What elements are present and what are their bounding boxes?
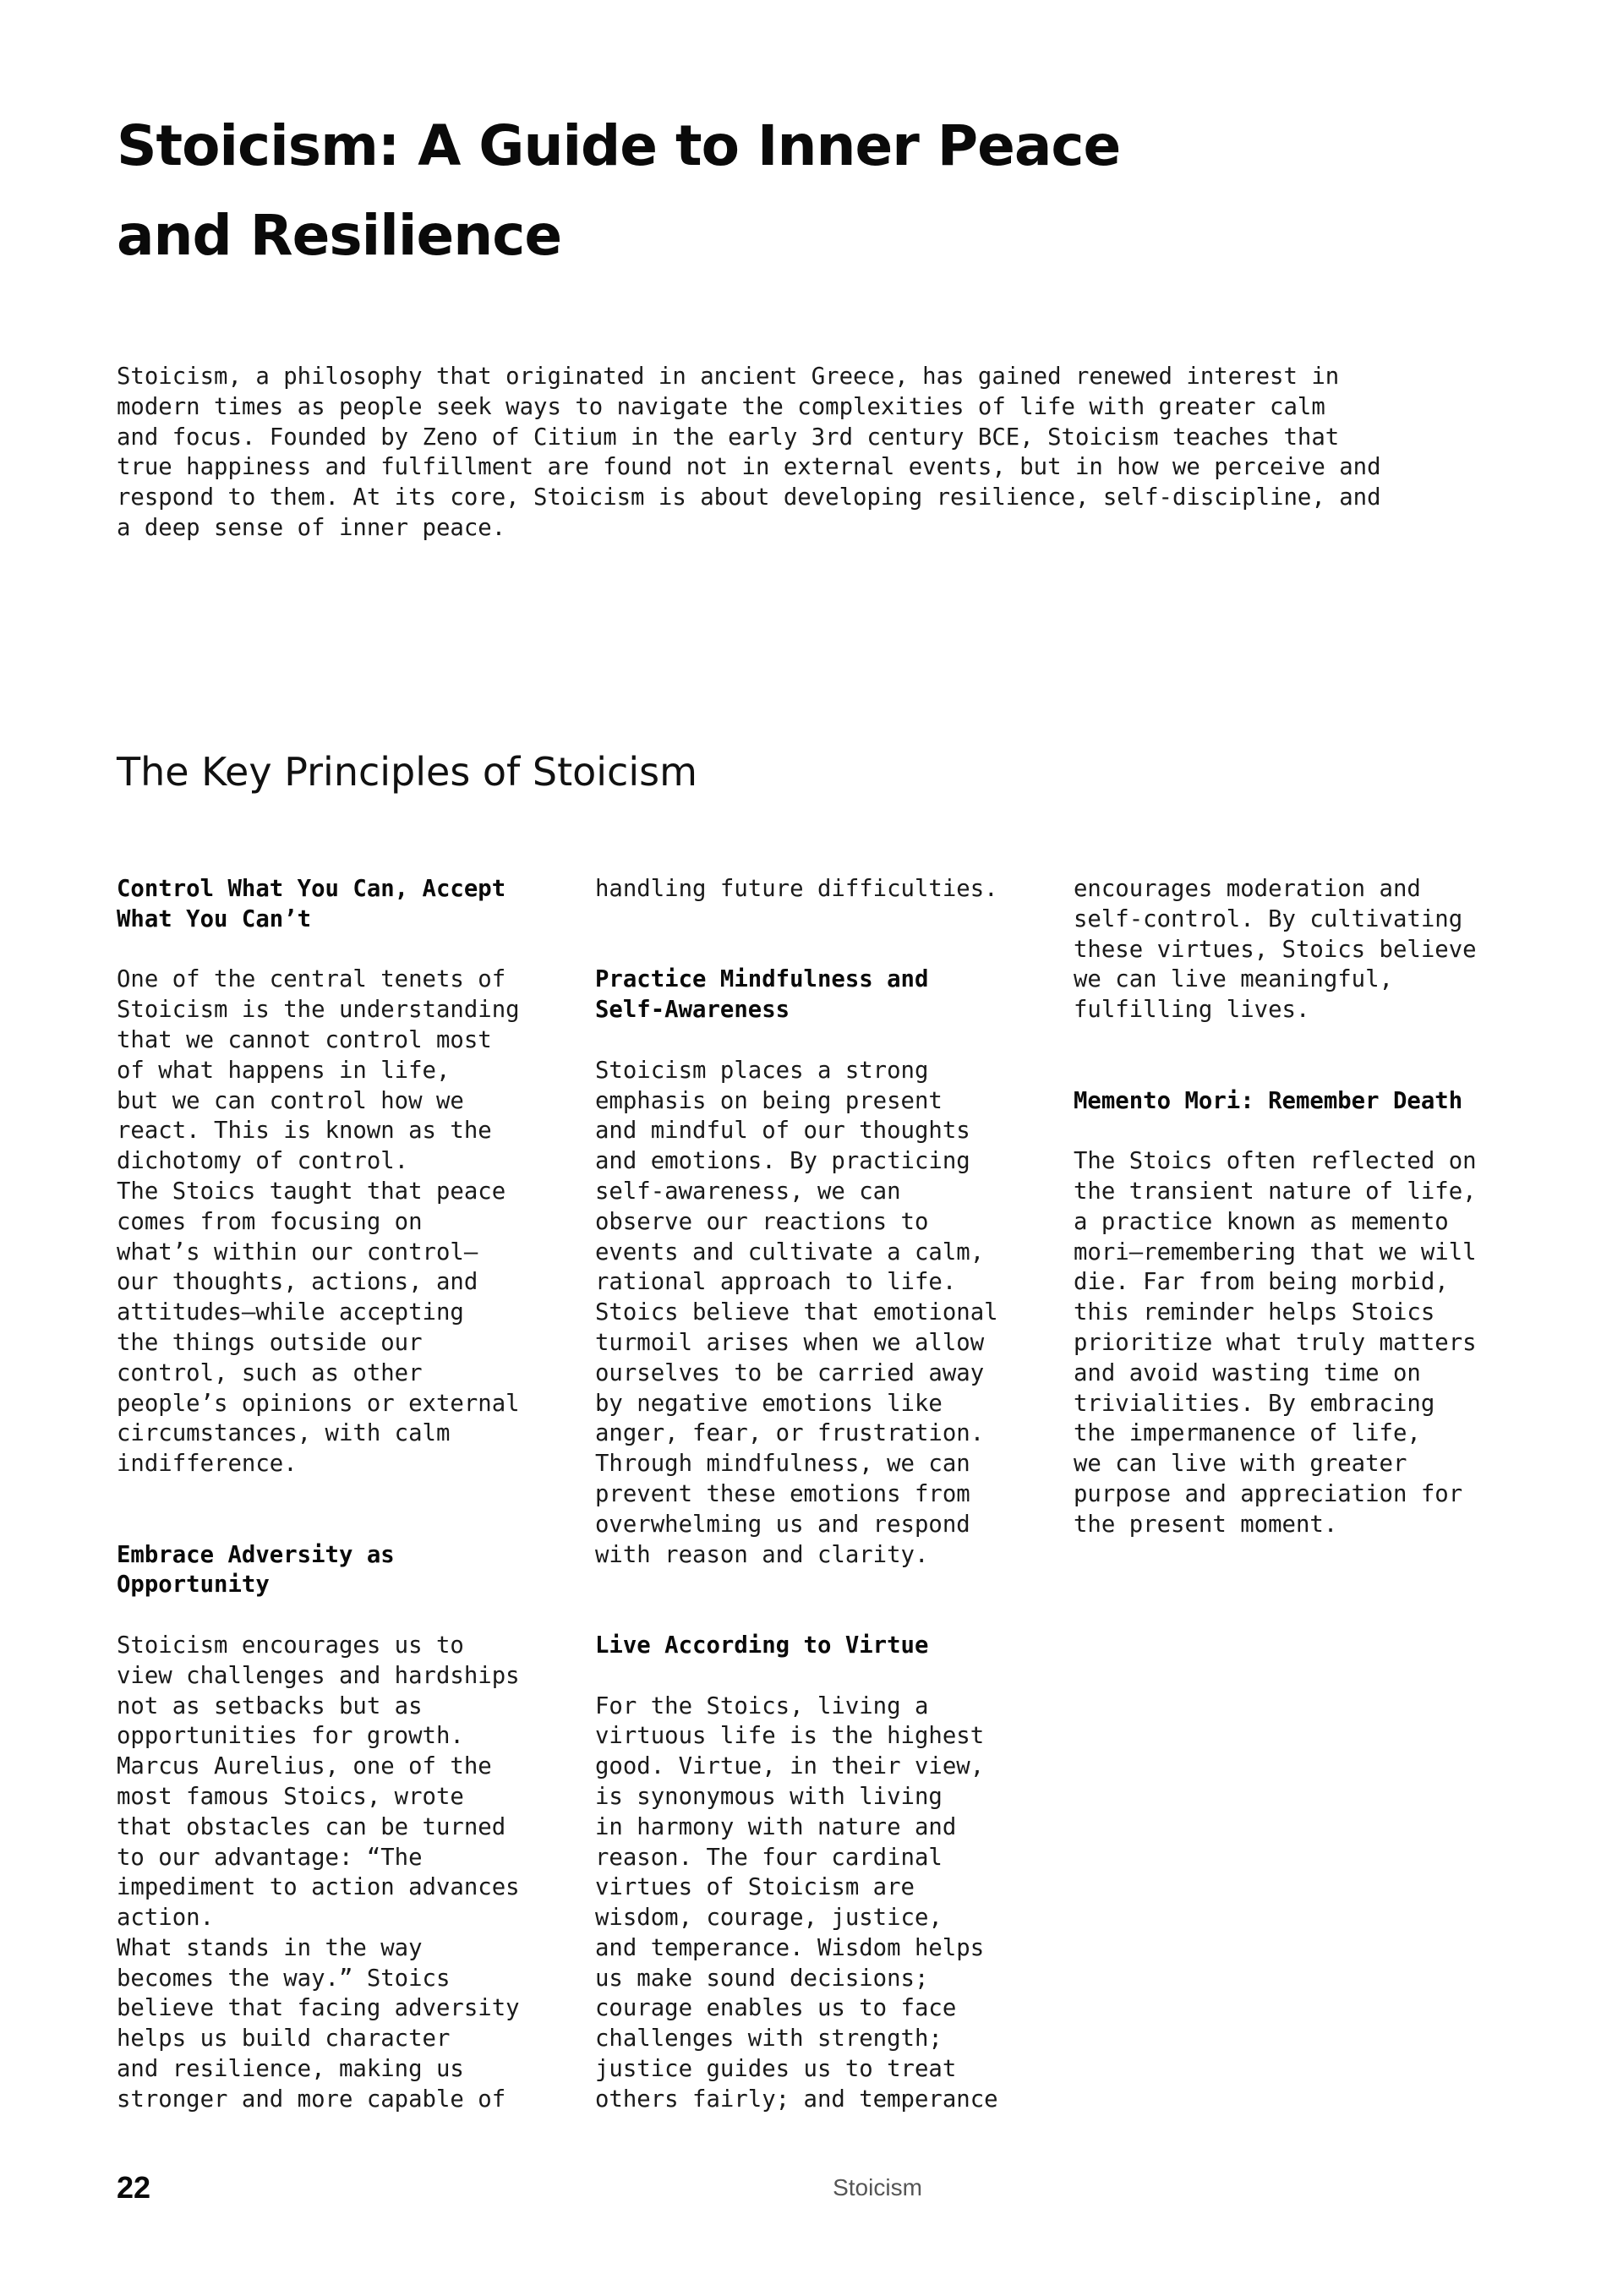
memento-heading: Memento Mori: Remember Death <box>1074 1087 1463 1114</box>
mindfulness-body: Stoicism places a strong emphasis on being present and mindful of our thoughts and emotions. By practicing self-awareness, we can observe our reactions to events and cultivate a calm, rational approach to life. Stoics believe that emotional turmoil arises when we allow ourselves to be carried away by negative emotions like anger, fear, or frustration. Through mindfulness, we can prevent these emotions from overwhelming us and respond with reason and clarity. <box>595 1057 998 1568</box>
memento-body: The Stoics often reflected on the transient nature of life, a practice known as memento mori—remembering that we will die. Far from being morbid, this reminder helps Stoics prioritize what truly matters and avoid wasting time on trivialities. By embracing the impermanence of life, we can live with greater purpose and appreciation for the present moment. <box>1074 1148 1477 1538</box>
adversity-body: Stoicism encourages us to view challenges and hardships not as setbacks but as opportunities for growth. Marcus Aurelius, one of the most famous Stoics, wrote that obstacles can be turned to our advantage: “The impediment to action advances action. What stands in the way becomes the way.” Stoics believe that facing adversity helps us build character and resilience, making us stronger and more capable of <box>117 1632 520 2113</box>
control-body: One of the central tenets of Stoicism is the understanding that we cannot control most of what happens in life, but we can control how we react. This is known as the dichotomy of control. The Stoics taught that peace comes from focusing on what’s within our control— our thoughts, actions, and attitudes—while accepting the things outside our control, such as other people’s opinions or external circumstances, with calm indifference. <box>117 966 520 1478</box>
text-column-2 <box>595 874 1068 2115</box>
running-footer-title: Stoicism <box>833 2174 922 2200</box>
page-title <box>117 101 1385 281</box>
virtue-heading: Live According to Virtue <box>595 1632 929 1659</box>
intro-paragraph: Stoicism, a philosophy that originated in ancient Greece, has gained renewed interest in modern times as people seek ways to navigate the complexities of life with greater calm and focus. Founded by Zeno of Citium in the early 3rd century BCE, Stoicism teaches that true happiness and fulfillment are found not in external events, but in how we perceive and respond to them. At its core, Stoicism is about developing resilience, self-discipline, and a deep sense of inner peace. <box>117 364 1381 541</box>
text-column-3 <box>1074 874 1547 1540</box>
text-column-1 <box>117 874 590 2115</box>
control-heading: Control What You Can, Accept What You Can’t <box>117 876 506 932</box>
virtue-body: For the Stoics, living a virtuous life is the highest good. Virtue, in their view, is synonymous with living in harmony with nature and reason. The four cardinal virtues of Stoicism are wisdom, courage, justice, and temperance. Wisdom helps us make sound decisions; courage enables us to face challenges with strength; justice guides us to treat others fairly; and temperance <box>595 1692 998 2113</box>
adversity-heading: Embrace Adversity as Opportunity <box>117 1541 395 1599</box>
page-title-line-1: Stoicism: A Guide to Inner Peace <box>117 113 1121 178</box>
section-title: The Key Principles of Stoicism <box>117 749 697 795</box>
page-number: 22 <box>117 2170 151 2205</box>
adversity-body-continued: handling future difficulties. <box>595 876 998 902</box>
mindfulness-heading: Practice Mindfulness and Self-Awareness <box>595 966 929 1024</box>
page-title-line-2: and Resilience <box>117 203 562 268</box>
virtue-body-continued: encourages moderation and self-control. By cultivating these virtues, Stoics believe we can live meaningful, fulfilling lives. <box>1074 876 1477 1024</box>
